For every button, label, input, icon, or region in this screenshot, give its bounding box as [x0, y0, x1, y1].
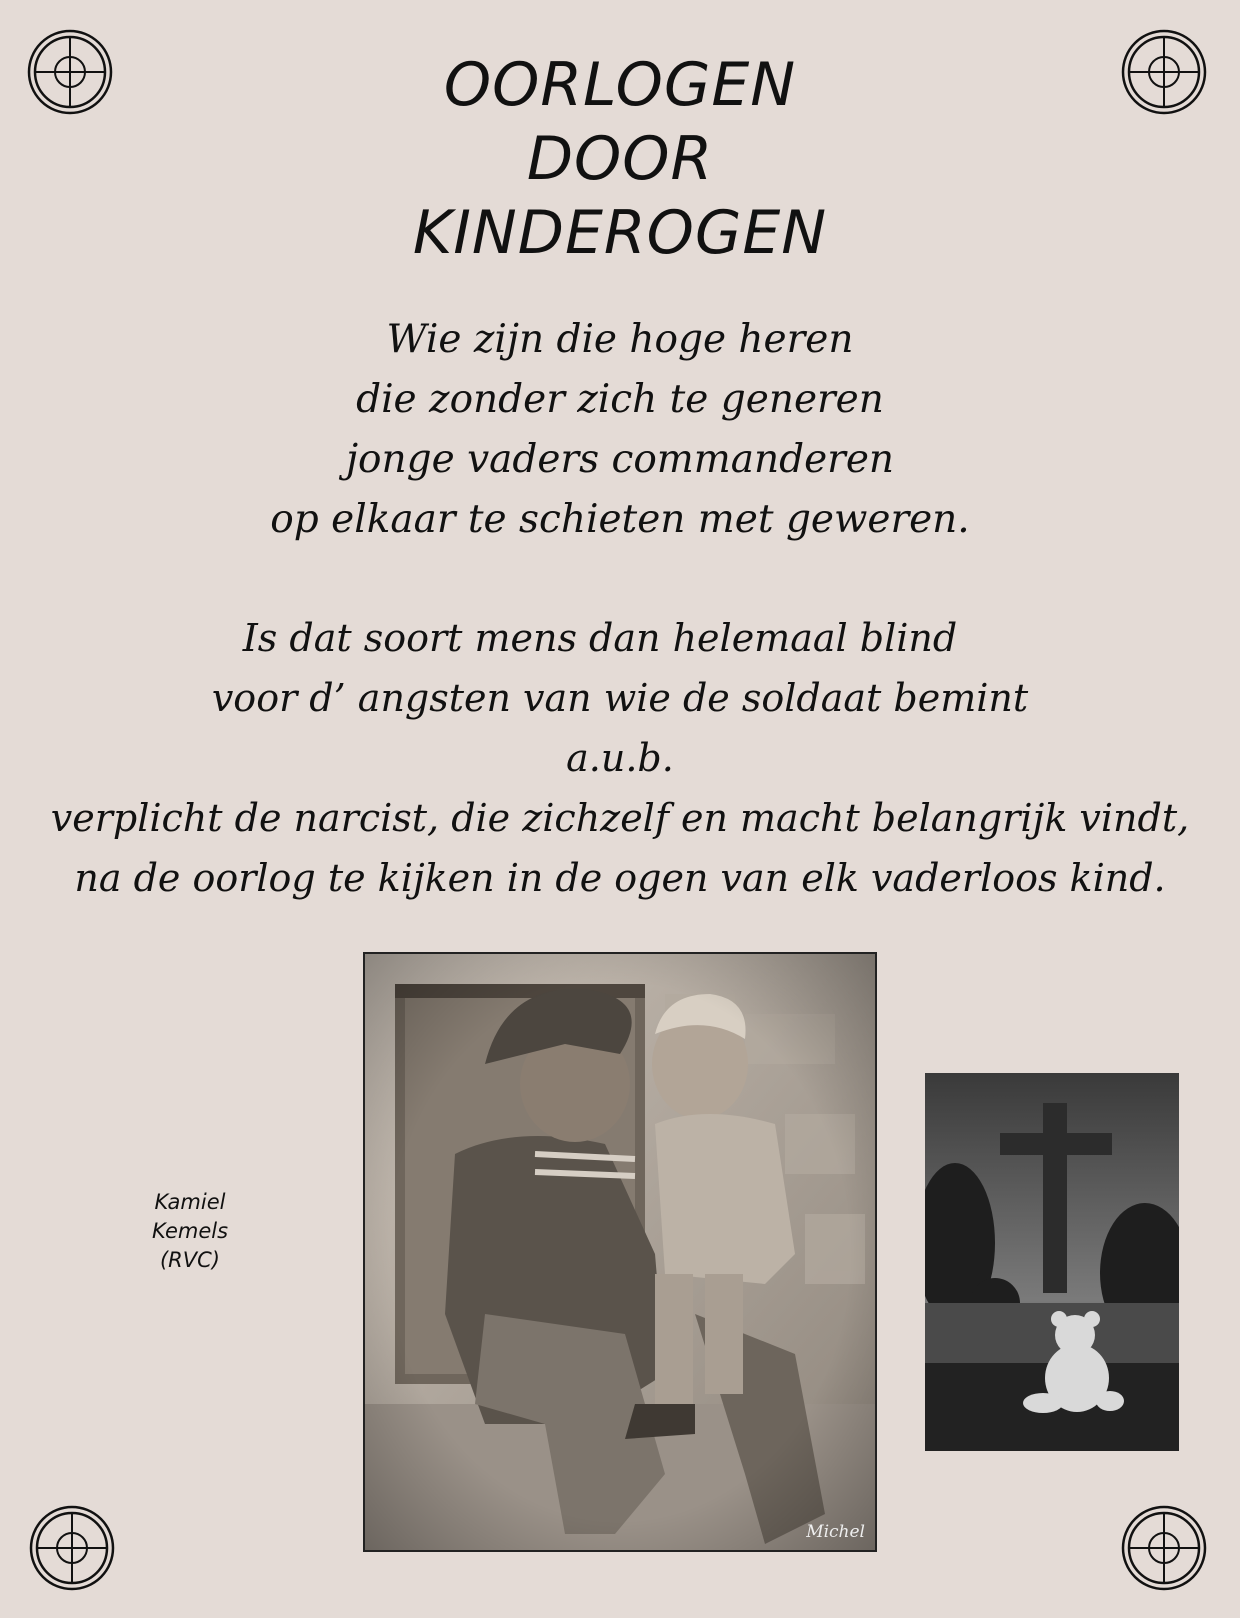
- author-credit: [120, 1188, 260, 1275]
- poem-stanza-1: [0, 310, 1240, 550]
- soldier-child-photo: [363, 952, 877, 1552]
- poem-line: die zonder zich te generen: [356, 377, 884, 422]
- title-line: KINDEROGEN: [412, 198, 828, 268]
- title-line: OORLOGEN: [443, 50, 797, 120]
- author-line: Kemels: [151, 1219, 229, 1243]
- author-line: Kamiel: [154, 1190, 226, 1214]
- photo-signature: Michel: [806, 1522, 865, 1542]
- poem-line: verplicht de narcist, die zichzelf en macht belangrijk vindt,: [50, 796, 1190, 840]
- crosshair-icon: [1121, 1505, 1207, 1591]
- poem-line: jonge vaders commanderen: [345, 437, 895, 482]
- title-line: DOOR: [526, 124, 714, 194]
- poem-stanza-2: [0, 608, 1240, 908]
- poem-line: Wie zijn die hoge heren: [386, 317, 854, 362]
- cross-teddy-photo: [925, 1073, 1179, 1451]
- page-title: [0, 48, 1240, 270]
- poem-line: a.u.b.: [566, 736, 674, 780]
- poem-line: op elkaar te schieten met geweren.: [270, 497, 970, 542]
- poem-line: voor d’ angsten van wie de soldaat bemint: [211, 676, 1029, 720]
- poem-line: na de oorlog te kijken in de ogen van elk vaderloos kind.: [74, 856, 1166, 900]
- crosshair-icon: [29, 1505, 115, 1591]
- poem-line: Is dat soort mens dan helemaal blind: [242, 616, 958, 660]
- author-line: (RVC): [159, 1248, 220, 1272]
